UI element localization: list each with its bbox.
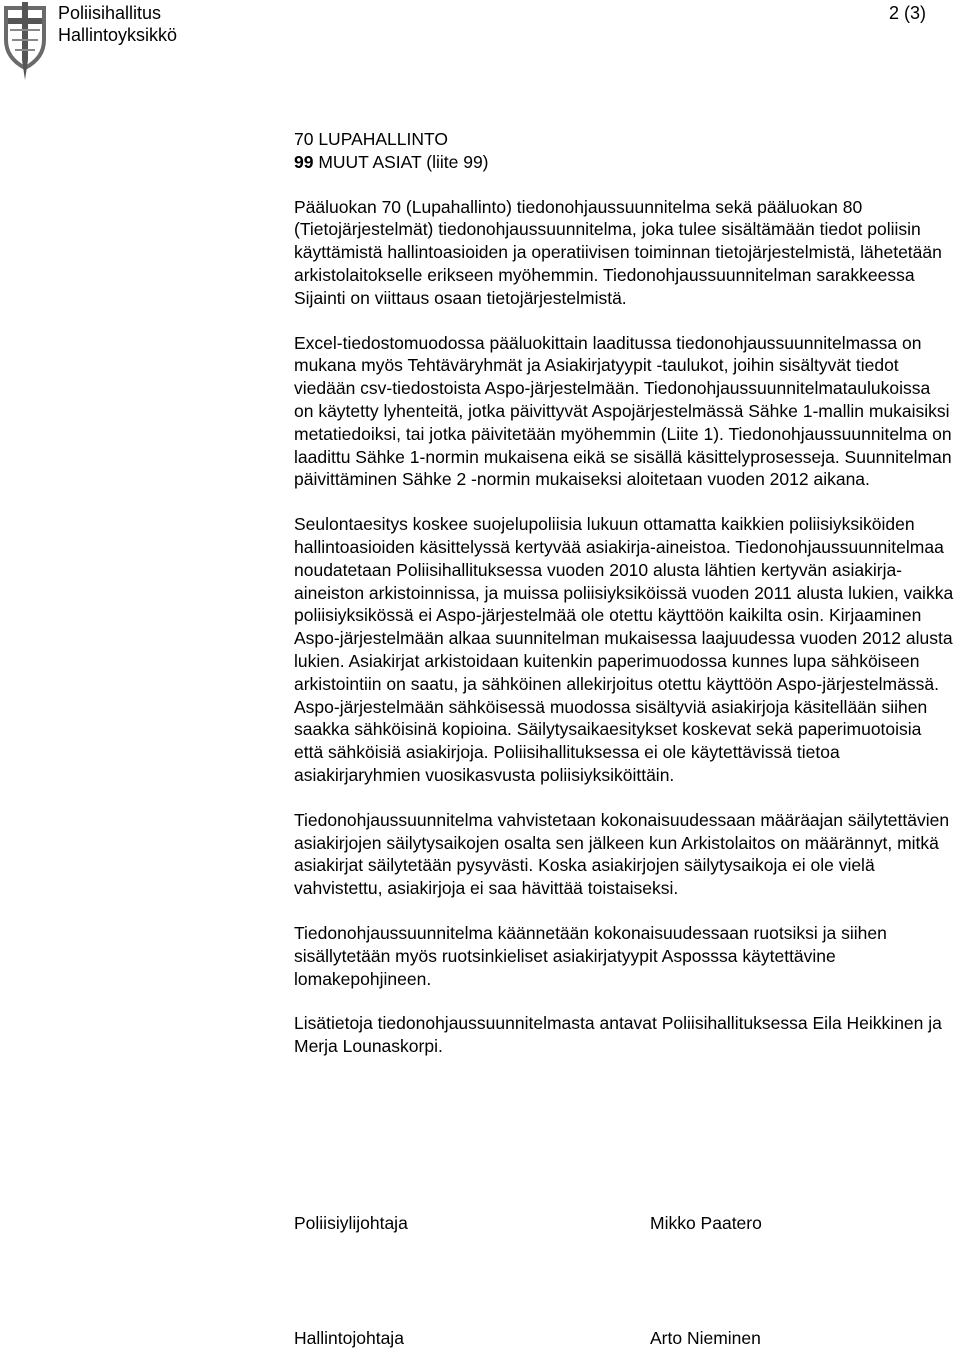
paragraph-4: Tiedonohjaussuunnitelma vahvistetaan kokonaisuudessaan määräajan säilytettävien asiakirjojen säilytysaikojen osalta sen jälkeen kun Arkistolaitos on määrännyt, mitkä asiakirjat säilytetään pysyvästi. Koska asiakirjojen säilytysaikoja ei ole vielä vahvistettu, asiakirjoja ei saa hävittää toistaiseksi.	[294, 809, 950, 899]
police-crest-sword-icon	[0, 0, 50, 82]
organization-header	[58, 2, 177, 46]
paragraph-2: Excel-tiedostomuodossa pääluokittain laaditussa tiedonohjaussuunnitelmassa on mukana myös Tehtäväryhmät ja Asiakirjatyypit -taulukot, joihin sisältyvät tiedot viedään csv-tiedostoista Aspo-järjestelmään. Tiedonohjaussuunnitelmataulukoissa on käytetty lyhenteitä, jotka päivittyvät Aspojärjestelmässä Sähke 1-mallin mukaisiksi metatiedoiksi, tai jotka päivitetään myöhemmin (Liite 1). Tiedonohjaussuunnitelma on laadittu Sähke 1-normin mukaisena eikä se sisällä käsittelyprosesseja. Suunnitelman päivittäminen Sähke 2 -normin mukaiseksi aloitetaan vuoden 2012 aikana.	[294, 332, 952, 490]
section-title: MUUT ASIAT (liite 99)	[313, 151, 489, 172]
organization-name: Poliisihallitus	[58, 3, 162, 23]
organization-unit: Hallintoyksikkö	[58, 25, 178, 45]
signature-title-2: Hallintojohtaja	[294, 1328, 404, 1348]
paragraph-1: Pääluokan 70 (Lupahallinto) tiedonohjaussuunnitelma sekä pääluokan 80 (Tietojärjestelmät) tiedonohjaussuunnitelma, joka tulee sisältämään tiedot poliisin käyttämistä hallintoasioiden ja operatiivisen toiminnan tietojärjestelmistä, lähetetään arkistolaitokselle erikseen myöhemmin. Tiedonohjaussuunnitelman sarakkeessa Sijainti on viittaus osaan tietojärjestelmistä.	[294, 196, 942, 308]
signature-name-1: Mikko Paatero	[650, 1213, 762, 1233]
section-heading-2	[294, 151, 960, 174]
section-heading-1: 70 LUPAHALLINTO	[294, 129, 449, 149]
signature-title-1: Poliisiylijohtaja	[294, 1213, 408, 1233]
section-code: 99	[294, 151, 314, 172]
paragraph-6: Lisätietoja tiedonohjaussuunnitelmasta antavat Poliisihallituksessa Eila Heikkinen ja Merja Lounaskorpi.	[294, 1013, 942, 1057]
paragraph-5: Tiedonohjaussuunnitelma käännetään kokonaisuudessaan ruotsiksi ja siihen sisällytetään myös ruotsinkieliset asiakirjatyypit Asposssa käytettävine lomakepohjineen.	[294, 922, 887, 989]
paragraph-3: Seulontaesitys koskee suojelupoliisia lukuun ottamatta kaikkien poliisiyksiköiden hallintoasioiden käsittelyssä kertyvää asiakirja-aineistoa. Tiedonohjaussuunnitelmaa noudatetaan Poliisihallituksessa vuoden 2010 alusta lähtien kertyvän asiakirja-aineiston arkistoinnissa, ja muissa poliisiyksiköissä vuoden 2011 alusta lukien, vaikka poliisiyksikössä ei Aspo-järjestelmää ole otettu käyttöön kaikilta osin. Kirjaaminen Aspo-järjestelmään alkaa suunnitelman mukaisessa laajuudessa vuoden 2012 alusta lukien. Asiakirjat arkistoidaan kuitenkin paperimuodossa kunnes lupa sähköiseen arkistointiin on saatu, ja sähköinen allekirjoitus otettu käyttöön Aspo-järjestelmässä. Aspo-järjestelmään sähköisessä muodossa sisältyviä asiakirjoja käsitellään siihen saakka sähköisinä kopioina. Säilytysaikaesitykset koskevat sekä paperimuotoisia että sähköisiä asiakirjoja. Poliisihallituksessa ei ole käytettävissä tietoa asiakirjaryhmien vuosikasvusta poliisiyksiköittäin.	[294, 514, 954, 785]
page-number: 2 (3)	[888, 3, 926, 23]
signature-name-2: Arto Nieminen	[650, 1328, 761, 1348]
document-body	[294, 128, 960, 1080]
